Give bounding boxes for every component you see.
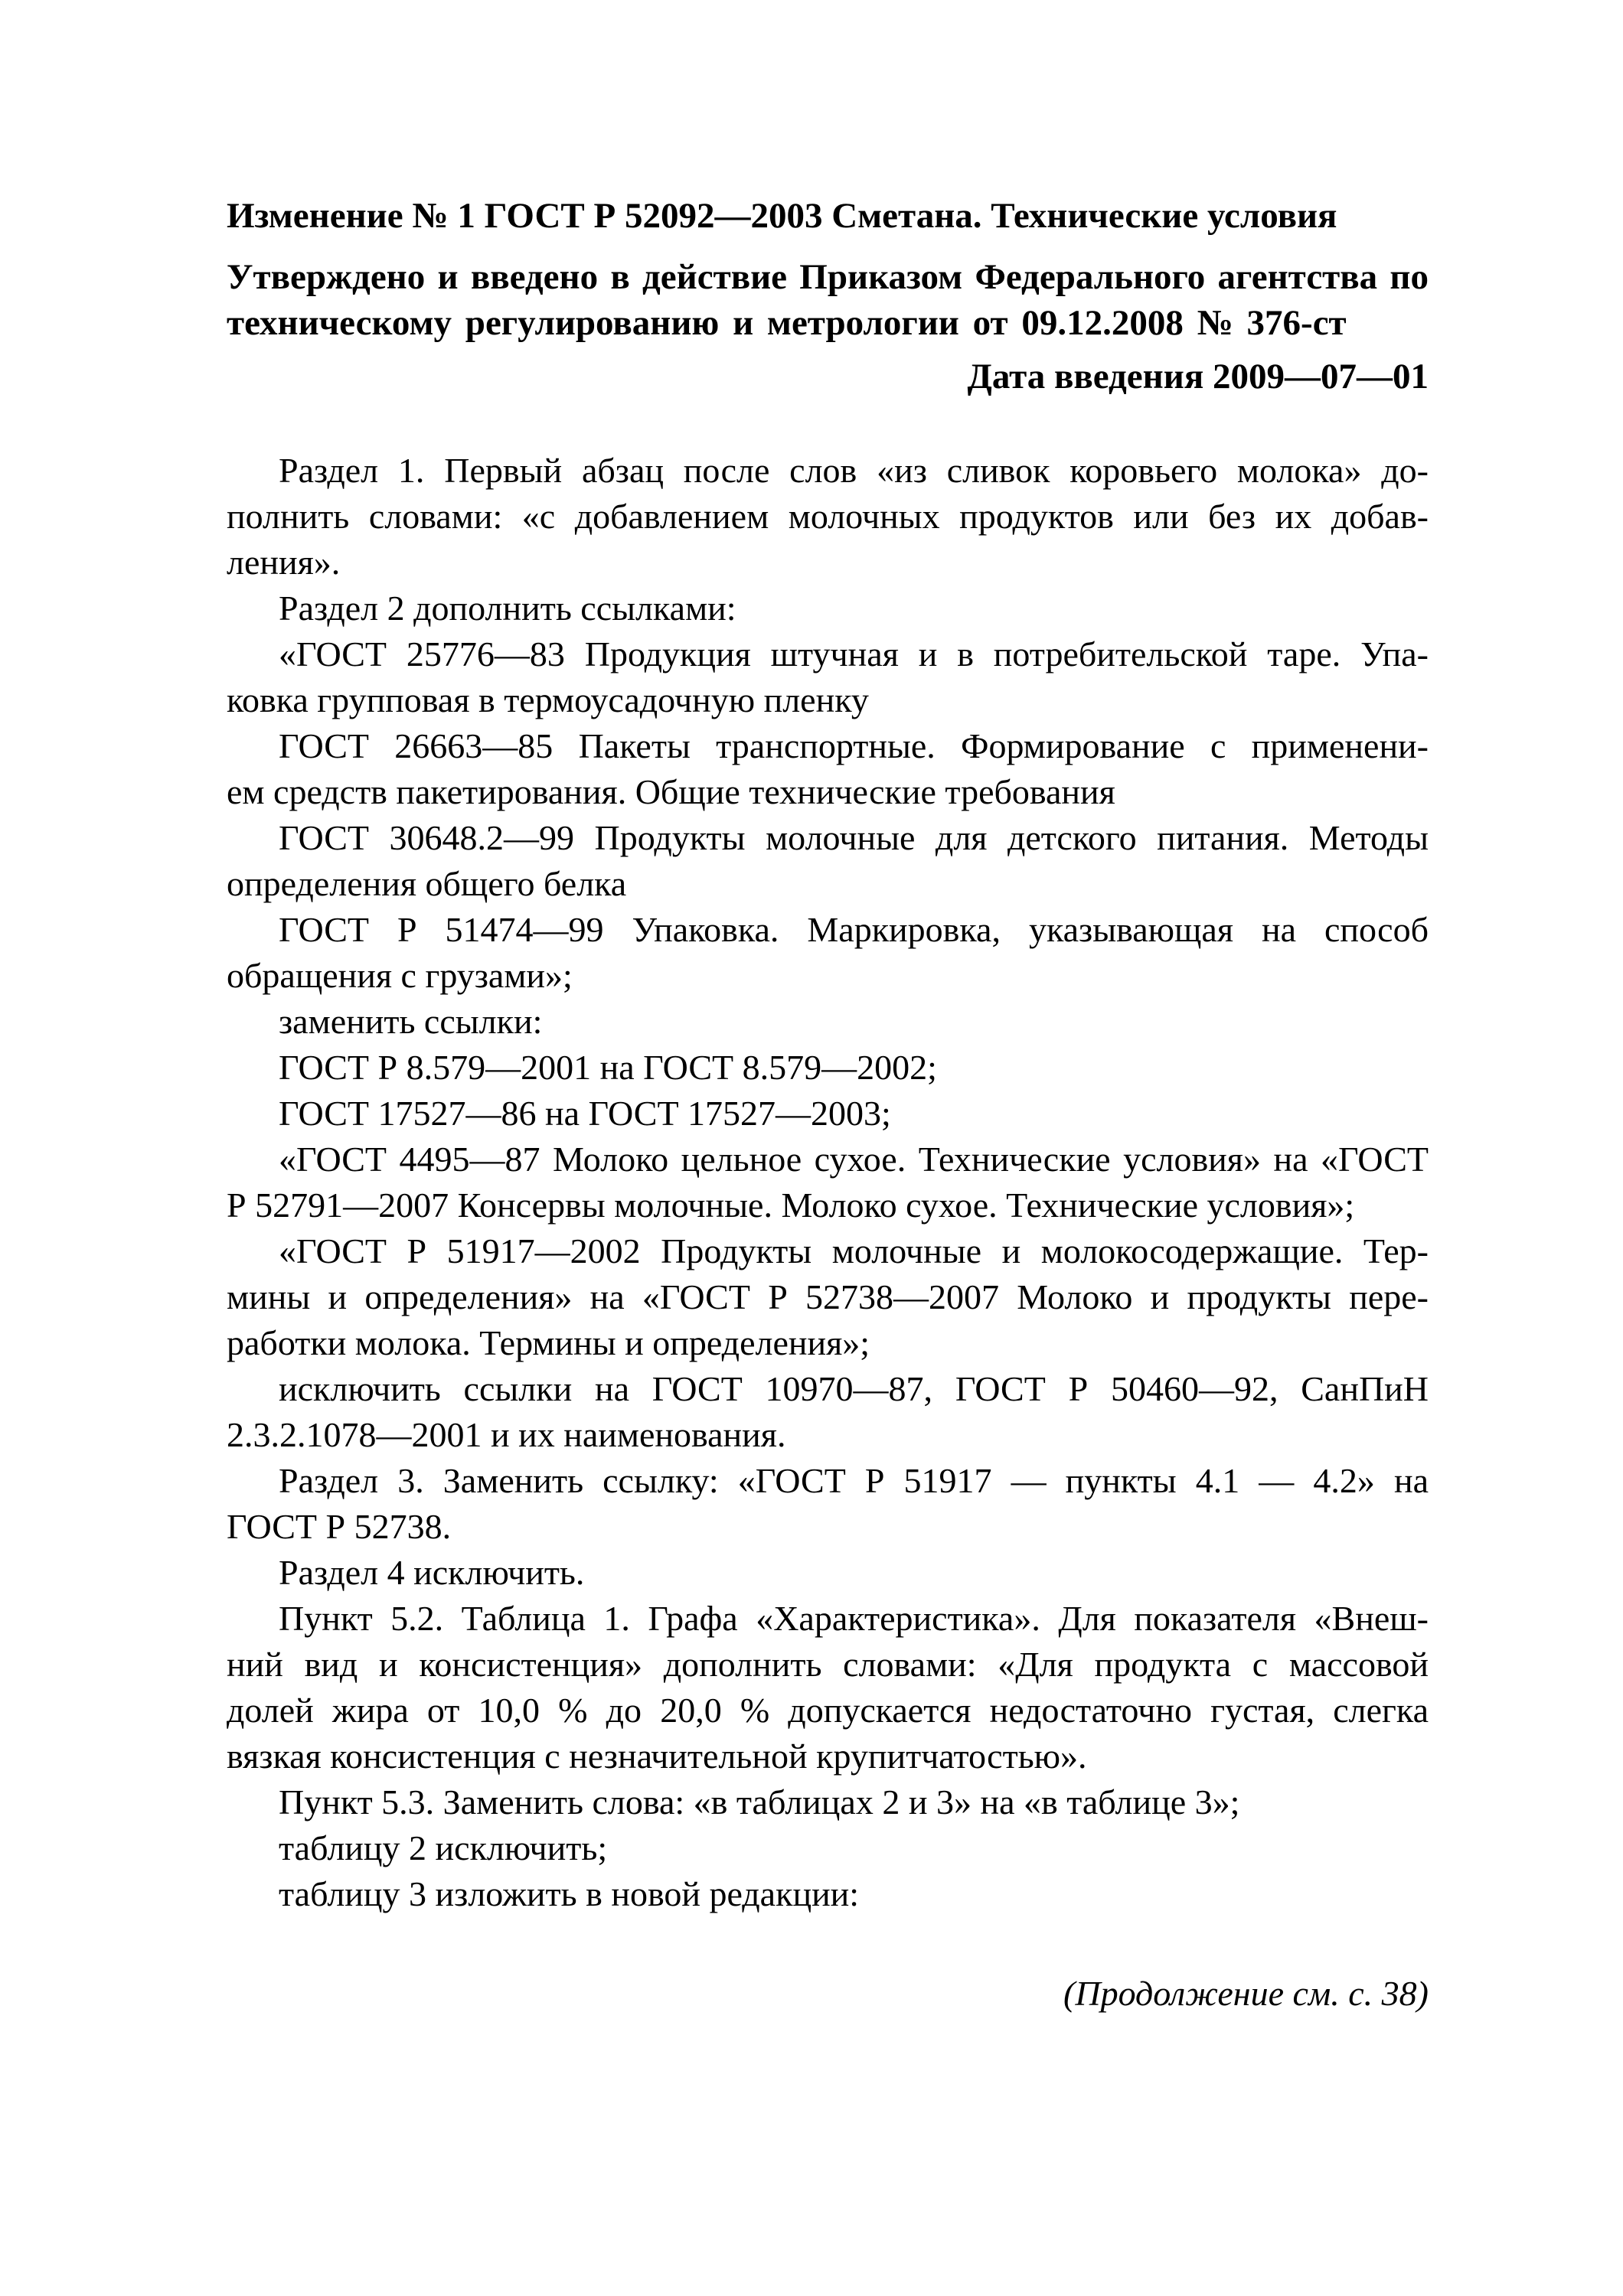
text-line: таблицу 3 изложить в новой редакции: [279, 1874, 860, 1913]
paragraph [227, 1596, 1429, 1779]
paragraph [227, 448, 1429, 585]
text-line: Пункт 5.3. Заменить слова: «в таблицах 2 и 3» на «в таблице 3»; [279, 1782, 1240, 1821]
approval-line: техническому регулированию и метрологии от 09.12.2008 № 376-ст [227, 303, 1347, 343]
text-line: полнить словами: «с добавлением молочных продуктов или без их добав- [227, 497, 1429, 536]
text-line: обращения с грузами»; [227, 956, 573, 995]
paragraph [227, 631, 1429, 723]
text-line: ний вид и консистенция» дополнить словами: «Для продукта с массовой [227, 1645, 1429, 1684]
text-line: работки молока. Термины и определения»; [227, 1323, 870, 1362]
text-line: ГОСТ Р 8.579—2001 на ГОСТ 8.579—2002; [279, 1048, 937, 1087]
text-line: ГОСТ Р 51474—99 Упаковка. Маркировка, указывающая на способ [279, 910, 1429, 949]
text-line: «ГОСТ 4495—87 Молоко цельное сухое. Технические условия» на «ГОСТ [279, 1140, 1429, 1179]
continuation-note: (Продолжение см. с. 38) [1063, 1974, 1429, 2013]
text-line: «ГОСТ Р 51917—2002 Продукты молочные и молокосодержащие. Тер- [279, 1231, 1429, 1270]
document-title: Изменение № 1 ГОСТ Р 52092—2003 Сметана. Технические условия [227, 196, 1337, 236]
text-line: «ГОСТ 25776—83 Продукция штучная и в потребительской таре. Упа- [279, 634, 1429, 673]
text-line: ГОСТ 26663—85 Пакеты транспортные. Формирование с применени- [279, 726, 1429, 765]
text-line: ления». [227, 543, 341, 582]
paragraph [227, 1366, 1429, 1458]
paragraph [227, 1137, 1429, 1228]
paragraph [227, 723, 1429, 815]
text-line: заменить ссылки: [279, 1002, 543, 1041]
paragraph [227, 1550, 1429, 1596]
approval-statement [227, 254, 1429, 346]
paragraph [227, 1871, 1429, 1917]
document-body [227, 448, 1429, 1917]
paragraph [227, 999, 1429, 1045]
paragraph [227, 907, 1429, 999]
introduction-date: Дата введения 2009—07—01 [967, 357, 1429, 396]
text-line: долей жира от 10,0 % до 20,0 % допускается недостаточно густая, слегка [227, 1691, 1429, 1730]
text-line: ГОСТ Р 52738. [227, 1507, 452, 1546]
text-line: таблицу 2 исключить; [279, 1828, 608, 1867]
text-line: Пункт 5.2. Таблица 1. Графа «Характеристика». Для показателя «Внеш- [279, 1599, 1429, 1638]
text-line: исключить ссылки на ГОСТ 10970—87, ГОСТ Р 50460—92, СанПиН [279, 1369, 1429, 1408]
paragraph [227, 1045, 1429, 1091]
text-line: ковка групповая в термоусадочную пленку [227, 680, 869, 719]
text-line: мины и определения» на «ГОСТ Р 52738—2007 Молоко и продукты пере- [227, 1277, 1429, 1316]
text-line: определения общего белка [227, 864, 627, 903]
paragraph [227, 1228, 1429, 1366]
text-line: Раздел 2 дополнить ссылками: [279, 589, 736, 628]
text-line: Раздел 1. Первый абзац после слов «из сливок коровьего молока» до- [279, 451, 1429, 490]
paragraph [227, 815, 1429, 907]
paragraph [227, 1458, 1429, 1550]
text-line: Р 52791—2007 Консервы молочные. Молоко сухое. Технические условия»; [227, 1186, 1355, 1225]
text-line: ГОСТ 30648.2—99 Продукты молочные для детского питания. Методы [279, 818, 1429, 857]
paragraph [227, 585, 1429, 631]
paragraph [227, 1091, 1429, 1137]
text-line: Раздел 3. Заменить ссылку: «ГОСТ Р 51917 — пункты 4.1 — 4.2» на [279, 1461, 1429, 1500]
approval-line: Утверждено и введено в действие Приказом Федерального агентства по [227, 257, 1429, 297]
text-line: вязкая консистенция с незначительной крупитчатостью». [227, 1737, 1087, 1776]
paragraph [227, 1825, 1429, 1871]
text-line: ем средств пакетирования. Общие технические требования [227, 772, 1115, 811]
paragraph [227, 1779, 1429, 1825]
text-line: ГОСТ 17527—86 на ГОСТ 17527—2003; [279, 1094, 891, 1133]
text-line: 2.3.2.1078—2001 и их наименования. [227, 1415, 786, 1454]
text-line: Раздел 4 исключить. [279, 1553, 585, 1592]
